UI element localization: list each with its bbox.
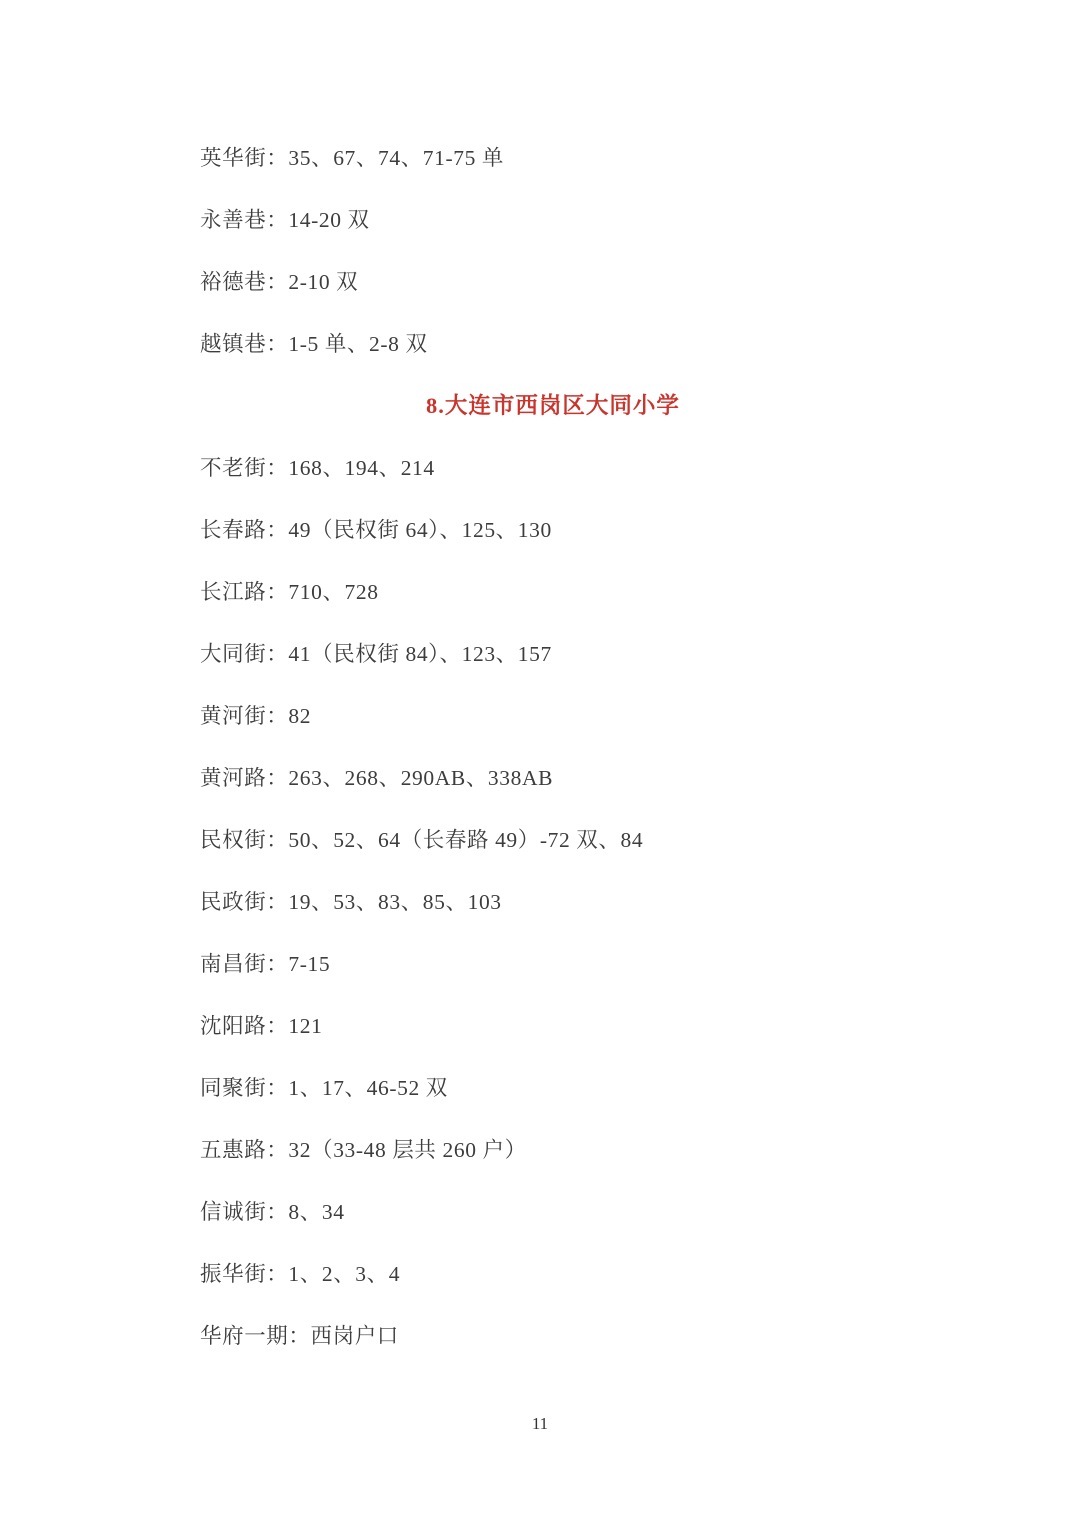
street-entry: 大同街：41（民权街 84）、123、157 [200, 642, 552, 666]
street-entry: 民政街：19、53、83、85、103 [200, 890, 502, 914]
street-entry: 信诚街：8、34 [200, 1200, 345, 1224]
street-entry: 长江路：710、728 [200, 580, 379, 604]
page-number: 11 [531, 1414, 549, 1433]
street-entry: 越镇巷：1-5 单、2-8 双 [200, 332, 428, 356]
street-entry: 沈阳路：121 [200, 1014, 323, 1038]
street-entry: 五惠路：32（33-48 层共 260 户） [200, 1138, 527, 1162]
street-entry: 华府一期：西岗户口 [200, 1324, 399, 1348]
street-entry: 永善巷：14-20 双 [200, 208, 370, 232]
section-heading: 8.大连市西岗区大同小学 [426, 393, 680, 418]
street-entry: 黄河街：82 [200, 704, 312, 728]
street-entry: 长春路：49（民权街 64）、125、130 [200, 518, 552, 542]
street-entry: 南昌街：7-15 [200, 952, 331, 976]
document-content [0, 127, 1080, 1367]
street-entry: 英华街：35、67、74、71-75 单 [200, 146, 505, 170]
street-entry: 不老街：168、194、214 [200, 456, 435, 480]
street-entry: 同聚街：1、17、46-52 双 [200, 1076, 448, 1100]
street-entry: 黄河路：263、268、290AB、338AB [200, 766, 554, 790]
street-entry: 裕德巷：2-10 双 [200, 270, 359, 294]
street-entry: 民权街：50、52、64（长春路 49）-72 双、84 [200, 828, 644, 852]
street-entry: 振华街：1、2、3、4 [200, 1262, 401, 1286]
